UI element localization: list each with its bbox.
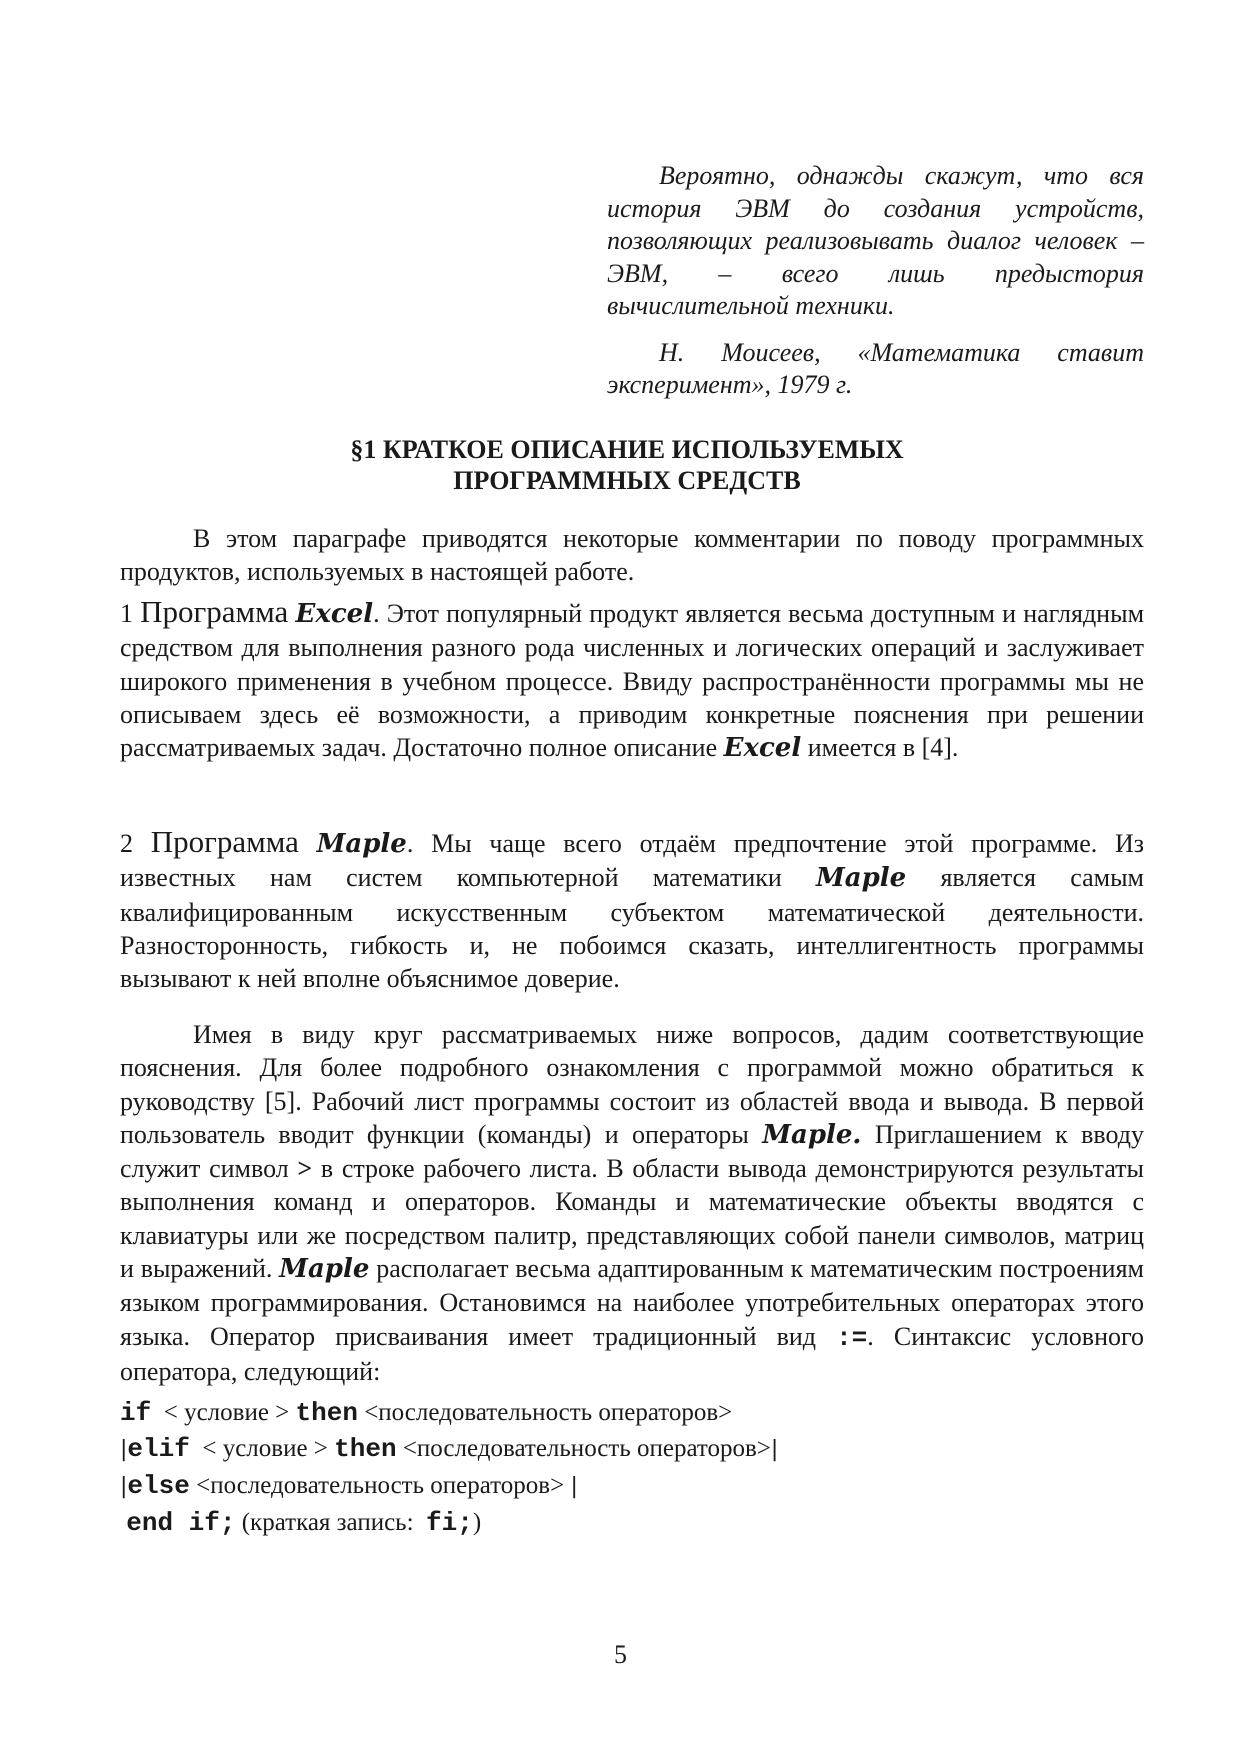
statements-placeholder: <последовательность операторов> xyxy=(196,1472,565,1499)
maple-period: . xyxy=(406,829,414,858)
maple-paragraph xyxy=(120,825,1144,995)
maple-section-number: 2 xyxy=(120,829,133,858)
elif-keyword: elif xyxy=(127,1434,190,1464)
page-number: 5 xyxy=(614,1640,627,1669)
excel-name: Excel xyxy=(295,599,374,629)
option-bar: | xyxy=(120,1437,128,1462)
assign-operator: := xyxy=(836,1322,868,1353)
code-line-else xyxy=(120,1468,778,1505)
epigraph-quote: Вероятно, однажды скажут, что вся история ЭВМ до создания устройств, позволяющих реализовывать диалог человек – ЭВМ, – всего лишь предыстория вычислительной техники. xyxy=(607,161,1144,320)
maple-text-b: является самым квалифицированным искусственным субъектом математической деятельности. Разносторонность, гибкость и, не побоимся сказать, интеллигентность программы вызывают к ней вполне объяснимое доверие. xyxy=(120,863,1144,994)
if-keyword: if xyxy=(120,1398,152,1428)
excel-section-number: 1 xyxy=(120,599,133,628)
option-bar: | xyxy=(570,1474,578,1499)
heading-line-2: ПРОГРАММНЫХ СРЕДСТВ xyxy=(453,466,801,495)
syntax-text-a: Имея в виду круг рассматриваемых ниже вопросов, дадим соответствующие пояснения. Для более подробного ознакомления с программой можно обратиться к руководству [5]. Рабочий лист программы состоит из областей ввода и вывода. В первой пользователь вводит функции (команды) и операторы xyxy=(120,1020,1144,1149)
intro-paragraph: В этом параграфе приводятся некоторые комментарии по поводу программных продуктов, используемых в настоящей работе. xyxy=(120,524,1144,587)
syntax-text-d: располагает весьма адаптированным к математическим построениям языком программирования. Остановимся на наиболее употребительных операторах этого языка. Оператор присваивания имеет традиционный вид xyxy=(120,1254,1145,1351)
excel-name-inline: Excel xyxy=(723,733,802,764)
syntax-text-c: в строке рабочего листа. В области вывода демонстрируются результаты выполнения команд и операторов. Команды и математические объекты вводятся с клавиатуры или же посредством палитр, представляющих собой панели символов, матриц и выражений. xyxy=(120,1154,1145,1284)
excel-text-a: Этот популярный продукт является весьма доступным и наглядным средством для выполнения разного рода численных и логических операций и заслуживает широкого применения в учебном процессе. Ввиду распространённости программы мы не описываем здесь её возможности, а приводим конкретные пояснения при решении рассматриваемых задач. Достаточно полное описание xyxy=(120,599,1145,763)
prompt-symbol: > xyxy=(297,1154,313,1184)
heading-line-1: §1 КРАТКОЕ ОПИСАНИЕ ИСПОЛЬЗУЕМЫХ xyxy=(350,435,904,464)
maple-name-3: Maple xyxy=(279,1254,370,1285)
epigraph-attribution: Н. Моисеев, «Математика ставит эксперимент», 1979 г. xyxy=(607,337,1144,399)
close-paren: ) xyxy=(472,1509,482,1536)
code-line-end xyxy=(120,1505,778,1541)
short-form-label: (краткая запись: xyxy=(241,1509,414,1536)
excel-program-word: Программа xyxy=(140,594,289,629)
condition-placeholder: < условие > xyxy=(202,1435,328,1462)
else-keyword: else xyxy=(127,1471,190,1501)
maple-name: Maple xyxy=(316,829,407,859)
syntax-text-e: . Синтаксис условного оператора, следующий: xyxy=(120,1321,1144,1386)
syntax-paragraph xyxy=(120,1018,1144,1388)
statements-placeholder: <последовательность операторов> xyxy=(402,1435,771,1462)
then-keyword: then xyxy=(295,1398,358,1428)
maple-name-inline: Maple xyxy=(816,863,907,894)
maple-program-word: Программа xyxy=(150,824,299,859)
option-bar: | xyxy=(120,1474,128,1499)
maple-text-a: Мы чаще всего отдаём предпочтение этой программе. Из известных нам систем компьютерной математики xyxy=(120,829,1145,893)
syntax-text-b: Приглашением к вводу служит символ xyxy=(120,1119,1145,1184)
excel-period: . xyxy=(373,599,380,628)
then-keyword: then xyxy=(334,1434,397,1464)
section-heading xyxy=(110,434,1144,496)
maple-name-2: Maple. xyxy=(762,1119,862,1150)
excel-paragraph xyxy=(120,595,1144,765)
code-line-elif xyxy=(120,1431,778,1468)
epigraph xyxy=(607,160,1144,402)
code-line-if xyxy=(120,1395,778,1431)
fi-keyword: fi; xyxy=(426,1508,473,1538)
statements-placeholder: <последовательность операторов> xyxy=(364,1399,733,1426)
condition-placeholder: < условие > xyxy=(163,1399,290,1426)
conditional-syntax-block xyxy=(120,1395,778,1541)
end-if-keyword: end if; xyxy=(126,1508,236,1538)
option-bar: | xyxy=(770,1437,779,1462)
excel-text-b: имеется в [4]. xyxy=(807,733,959,763)
